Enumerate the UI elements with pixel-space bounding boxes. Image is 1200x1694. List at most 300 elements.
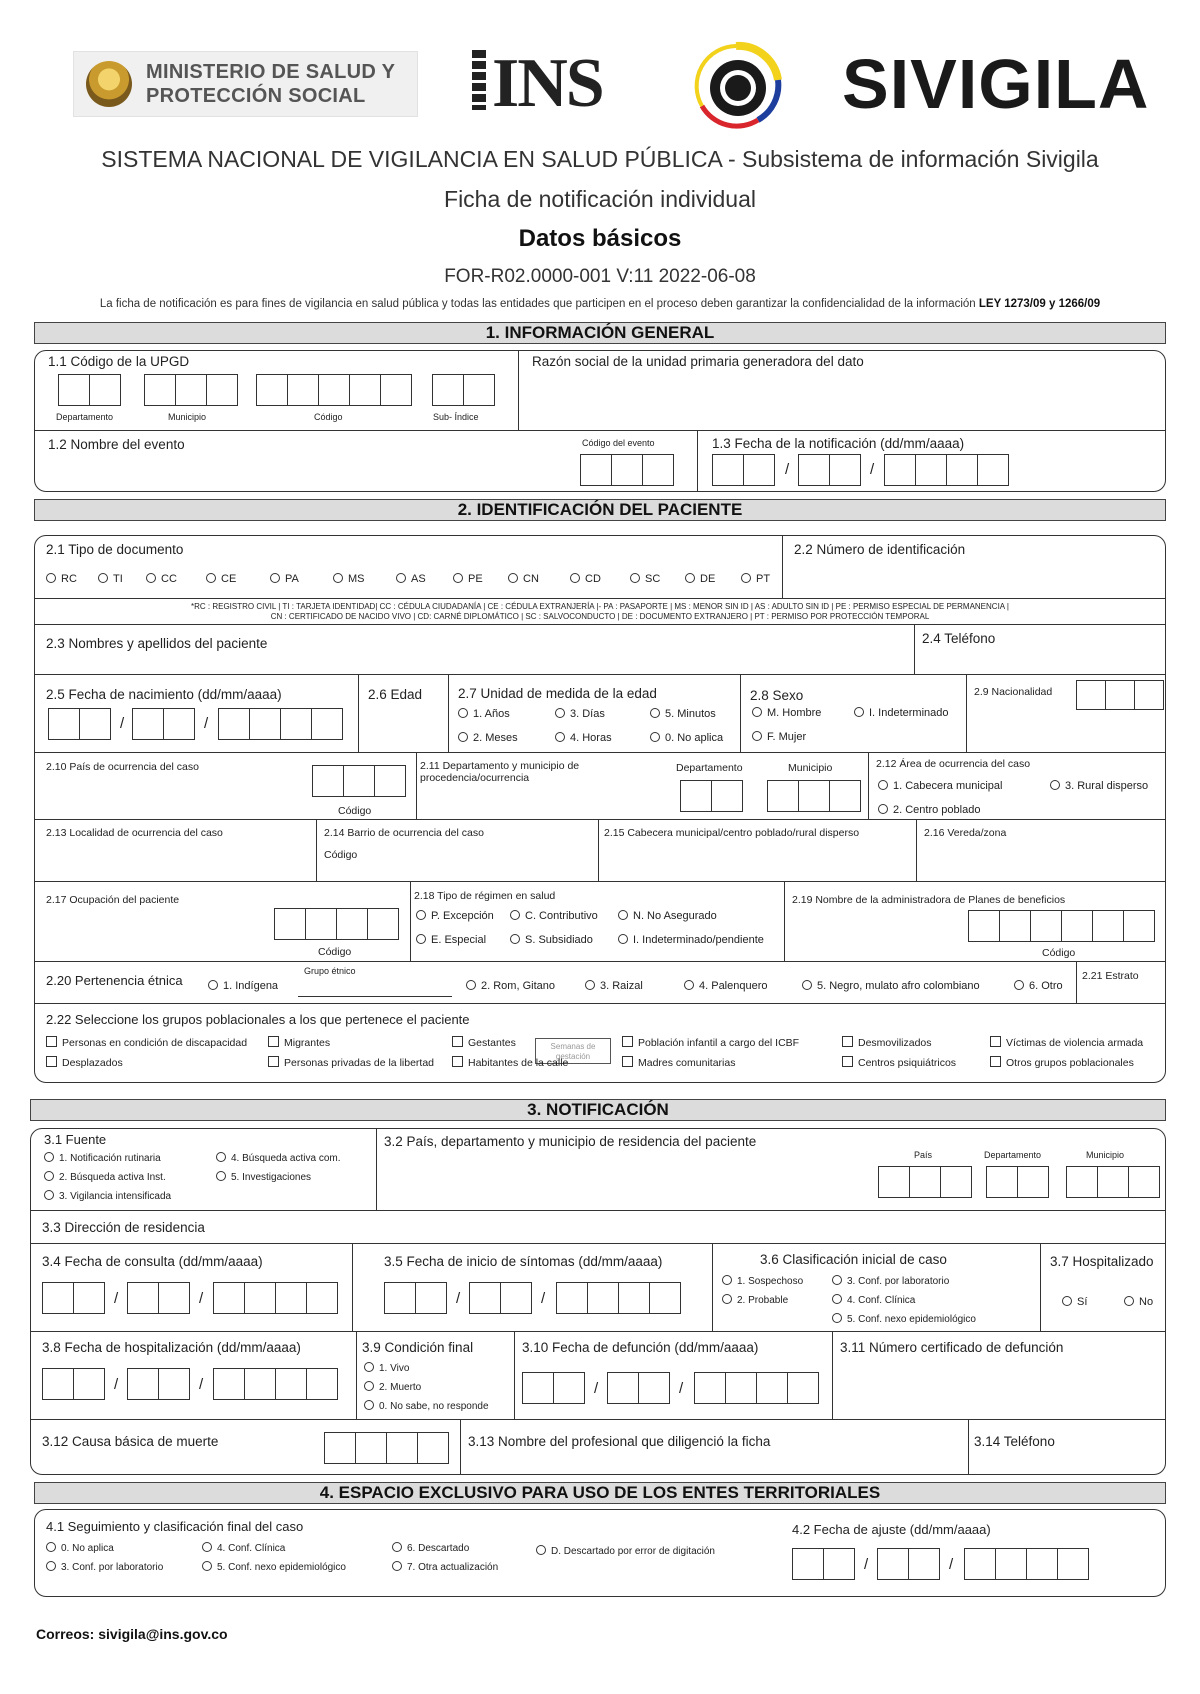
option-label: D. Descartado por error de digitación: [551, 1546, 715, 1557]
depmun-departamento-cells[interactable]: [680, 780, 742, 812]
header-title: Datos básicos: [518, 225, 682, 252]
hospitalizado-no[interactable]: [1124, 1296, 1153, 1309]
grupo-otros[interactable]: [990, 1056, 1134, 1070]
divider: [598, 819, 599, 881]
option-label: 3. Vigilancia intensificada: [59, 1191, 172, 1202]
grupo-gestantes[interactable]: [452, 1036, 516, 1050]
checkbox-label: Personas privadas de la libertad: [284, 1057, 435, 1069]
ajuste-day[interactable]: [792, 1548, 854, 1580]
residencia-label: 3.2 País, departamento y municipio de residencia del paciente: [384, 1134, 757, 1149]
doc-option-label: RC: [61, 573, 77, 585]
doc-option-as[interactable]: [396, 573, 426, 586]
option-label: 2. Rom, Gitano: [481, 980, 555, 992]
option-label: 4. Búsqueda activa com.: [231, 1153, 341, 1164]
disclaimer-law: LEY 1273/09 y 1266/09: [978, 298, 1101, 310]
causa-muerte-label: 3.12 Causa básica de muerte: [42, 1434, 219, 1449]
divider: [460, 1419, 461, 1475]
defuncion-label: 3.10 Fecha de defunción (dd/mm/aaaa): [522, 1340, 759, 1355]
condicion-vivo[interactable]: [364, 1362, 409, 1375]
seguimiento-descartado[interactable]: [392, 1542, 469, 1555]
seguimiento-laboratorio[interactable]: [46, 1561, 163, 1574]
divider: [34, 961, 1166, 962]
codigo-evento-caption: Código del evento: [582, 438, 655, 448]
etnia-raizal[interactable]: [585, 980, 643, 993]
localidad-label: 2.13 Localidad de ocurrencia del caso: [46, 827, 223, 839]
doc-option-cn[interactable]: [508, 573, 539, 586]
divider: [34, 674, 1166, 675]
municipio-caption: Municipio: [168, 412, 207, 422]
option-label: 0. No aplica: [61, 1543, 114, 1554]
inicio-month[interactable]: [469, 1282, 531, 1314]
etnia-otro[interactable]: [1014, 980, 1063, 993]
nacimiento-label: 2.5 Fecha de nacimiento (dd/mm/aaaa): [46, 687, 282, 702]
nacimiento-month[interactable]: [132, 708, 194, 740]
residencia-pais-cells[interactable]: [878, 1166, 971, 1198]
sivigila-logo-text: SIVIGILA: [842, 45, 1150, 123]
fuente-investigaciones[interactable]: [216, 1171, 311, 1184]
administradora-cells[interactable]: [968, 910, 1153, 942]
unidad-minutos[interactable]: [650, 708, 716, 721]
departamento-caption: Departamento: [984, 1150, 1042, 1160]
grupo-privados-libertad[interactable]: [268, 1056, 434, 1070]
header-form-name: Ficha de notificación individual: [444, 186, 756, 212]
razon-social-label: Razón social de la unidad primaria generadora del dato: [532, 354, 864, 369]
divider: [30, 1419, 1166, 1420]
option-label: C. Contributivo: [525, 910, 598, 922]
divider: [356, 1331, 357, 1419]
pais-ocurrencia-cells[interactable]: [312, 765, 405, 797]
doc-option-cd[interactable]: [570, 573, 601, 586]
doc-legend-2: CN : CERTIFICADO DE NACIDO VIVO | CD: CARNÉ DIPLOMÁTICO | SC : SALVOCONDUCTO | DE : DOCUMENTO EXTRANJERO | PT : PERMISO POR PROTECCIÓN TEMPORAL: [270, 612, 930, 621]
fecha-notif-month[interactable]: [798, 454, 860, 486]
grupo-etnico-line[interactable]: [298, 996, 452, 997]
checkbox-label: Población infantil a cargo del ICBF: [638, 1037, 800, 1049]
seguimiento-error-digitacion[interactable]: [536, 1545, 715, 1558]
divider: [868, 752, 869, 819]
clase-laboratorio[interactable]: [832, 1275, 949, 1288]
divider: [34, 624, 1166, 625]
divider: [358, 674, 359, 752]
option-label: 1. Notificación rutinaria: [59, 1153, 161, 1164]
nombres-label: 2.3 Nombres y apellidos del paciente: [46, 636, 268, 651]
option-label: 2. Muerto: [379, 1382, 422, 1393]
option-label: P. Excepción: [431, 910, 494, 922]
divider: [34, 430, 1166, 431]
regimen-no-asegurado[interactable]: [618, 910, 717, 923]
option-label: I. Indeterminado: [869, 707, 949, 719]
divider: [832, 1331, 833, 1419]
sexo-mujer[interactable]: [752, 731, 806, 744]
divider: [30, 1243, 1166, 1244]
departamento-caption: Departamento: [56, 412, 114, 422]
sivigila-eye-icon: [688, 40, 784, 130]
etnia-indigena[interactable]: [208, 980, 278, 993]
checkbox-label: Personas en condición de discapacidad: [62, 1037, 248, 1049]
option-label: F. Mujer: [767, 731, 807, 743]
option-label: 2. Centro poblado: [893, 804, 981, 816]
unidad-horas[interactable]: [555, 732, 612, 745]
consulta-day[interactable]: [42, 1282, 104, 1314]
fecha-notif-day[interactable]: [712, 454, 774, 486]
area-rural[interactable]: [1050, 780, 1148, 793]
option-label: 1. Años: [473, 708, 510, 720]
header-system: SISTEMA NACIONAL DE VIGILANCIA EN SALUD PÚBLICA - Subsistema de información Sivigila: [101, 146, 1099, 172]
regimen-subsidiado[interactable]: [510, 934, 593, 947]
section-2-header: 2. IDENTIFICACIÓN DEL PACIENTE: [34, 499, 1166, 521]
slash: /: [949, 1556, 954, 1573]
regimen-indeterminado[interactable]: [618, 934, 764, 947]
coat-of-arms-icon: [86, 61, 132, 107]
option-label: 5. Minutos: [665, 708, 716, 720]
option-label: 5. Conf. nexo epidemiológico: [217, 1562, 346, 1573]
sexo-hombre[interactable]: [752, 707, 821, 720]
ministerio-logo-text: MINISTERIO DE SALUD Y PROTECCIÓN SOCIAL: [146, 61, 395, 107]
grupo-victimas[interactable]: [990, 1036, 1143, 1050]
divider: [514, 1331, 515, 1419]
option-label: 3. Días: [570, 708, 605, 720]
option-label: 6. Descartado: [407, 1543, 470, 1554]
option-label: 1. Vivo: [379, 1363, 410, 1374]
option-label: 1. Sospechoso: [737, 1276, 804, 1287]
divider: [30, 1331, 1166, 1332]
doc-option-label: SC: [645, 573, 661, 585]
regimen-contributivo[interactable]: [510, 910, 598, 923]
doc-option-cc[interactable]: [146, 573, 177, 586]
checkbox-label: Habitantes de la calle: [468, 1057, 569, 1069]
depmun-label: 2.11 Departamento y municipio de procedencia/ocurrencia: [420, 760, 580, 784]
ocupacion-codigo-caption: Código: [318, 946, 352, 958]
depmun-municipio-cells[interactable]: [767, 780, 860, 812]
option-label: 5. Investigaciones: [231, 1172, 312, 1183]
option-label: 4. Palenquero: [699, 980, 768, 992]
area-centro-poblado[interactable]: [878, 804, 980, 817]
unidad-meses[interactable]: [458, 732, 518, 745]
ins-logo: [472, 45, 603, 122]
vereda-label: 2.16 Vereda/zona: [924, 827, 1007, 839]
option-label: 5. Negro, mulato afro colombiano: [817, 980, 980, 992]
nacimiento-day[interactable]: [48, 708, 110, 740]
doc-option-pe[interactable]: [453, 573, 483, 586]
edad-label: 2.6 Edad: [368, 687, 423, 702]
slash: /: [541, 1290, 546, 1307]
sexo-label: 2.8 Sexo: [750, 688, 804, 703]
residencia-departamento-cells[interactable]: [986, 1166, 1048, 1198]
pais-caption: País: [914, 1150, 933, 1160]
ins-bars-icon: [472, 50, 486, 110]
option-label: 5. Conf. nexo epidemiológico: [847, 1314, 976, 1325]
divider: [916, 819, 917, 881]
barrio-label: 2.14 Barrio de ocurrencia del caso: [324, 827, 484, 839]
divider: [740, 674, 741, 752]
slash: /: [120, 715, 125, 732]
unidad-dias[interactable]: [555, 708, 605, 721]
divider: [697, 430, 698, 492]
doc-option-label: DE: [700, 573, 716, 585]
divider: [352, 1243, 353, 1331]
fuente-vigilancia[interactable]: [44, 1190, 171, 1203]
option-label: 2. Probable: [737, 1295, 789, 1306]
regimen-label: 2.18 Tipo de régimen en salud: [414, 890, 556, 902]
certificado-defuncion-label: 3.11 Número certificado de defunción: [840, 1340, 1064, 1355]
telefono-label: 2.4 Teléfono: [922, 631, 996, 646]
doc-option-rc[interactable]: [46, 573, 77, 586]
section-1-header: 1. INFORMACIÓN GENERAL: [34, 322, 1166, 344]
codigo-caption: Código: [338, 805, 372, 817]
seguimiento-clinica[interactable]: [202, 1542, 285, 1555]
estrato-label: 2.21 Estrato: [1082, 970, 1139, 982]
checkbox-label: Desplazados: [62, 1057, 123, 1069]
ocupacion-cells[interactable]: [274, 908, 398, 940]
hospitalizado-si[interactable]: [1062, 1296, 1087, 1309]
divider: [34, 598, 1166, 599]
clase-sospechoso[interactable]: [722, 1275, 803, 1288]
grupo-desmovilizados[interactable]: [842, 1036, 932, 1050]
upgd-label: 1.1 Código de la UPGD: [48, 354, 190, 369]
divider: [784, 881, 785, 961]
doc-option-label: PA: [285, 573, 299, 585]
condicion-no-sabe[interactable]: [364, 1400, 489, 1413]
divider: [34, 1003, 1166, 1004]
grupo-discapacidad[interactable]: [46, 1036, 247, 1050]
grupo-migrantes[interactable]: [268, 1036, 330, 1050]
seguimiento-label: 4.1 Seguimiento y clasificación final del caso: [46, 1519, 304, 1534]
doc-option-ce[interactable]: [206, 573, 236, 586]
nacimiento-year[interactable]: [218, 708, 342, 740]
seguimiento-no-aplica[interactable]: [46, 1542, 114, 1555]
doc-option-de[interactable]: [685, 573, 715, 586]
grupo-desplazados[interactable]: [46, 1056, 123, 1070]
option-label: No: [1139, 1296, 1154, 1308]
regimen-especial[interactable]: [416, 934, 486, 947]
municipio-caption: Municipio: [788, 762, 833, 774]
unidad-edad-label: 2.7 Unidad de medida de la edad: [458, 686, 657, 701]
section-4-header: 4. ESPACIO EXCLUSIVO PARA USO DE LOS ENTES TERRITORIALES: [34, 1482, 1166, 1504]
divider: [1040, 1243, 1041, 1331]
defuncion-year[interactable]: [694, 1372, 818, 1404]
defuncion-day[interactable]: [522, 1372, 584, 1404]
semanas-gestacion-field[interactable]: Semanas de gestación: [535, 1038, 611, 1064]
slash: /: [785, 461, 790, 478]
fecha-notificacion-label: 1.3 Fecha de la notificación (dd/mm/aaaa): [712, 436, 965, 451]
fuente-label: 3.1 Fuente: [44, 1132, 107, 1147]
disclaimer-text: La ficha de notificación es para fines de vigilancia en salud pública y todas las entidades que participen en el proceso deben garantizar la confidencialidad de la información: [99, 298, 976, 310]
divider: [914, 624, 915, 674]
option-label: I. Indeterminado/pendiente: [633, 934, 764, 946]
upgd-codigo-cells[interactable]: [256, 374, 411, 406]
doc-option-ms[interactable]: [333, 573, 365, 586]
seguimiento-otra[interactable]: [392, 1561, 498, 1574]
divider: [34, 752, 1166, 753]
ministerio-logo: [73, 51, 418, 117]
doc-option-label: CN: [523, 573, 539, 585]
option-label: 3. Rural disperso: [1065, 780, 1149, 792]
divider: [34, 819, 1166, 820]
doc-option-sc[interactable]: [630, 573, 660, 586]
divider: [712, 1243, 713, 1331]
slash: /: [114, 1376, 119, 1393]
hosp-day[interactable]: [42, 1368, 104, 1400]
administradora-label: 2.19 Nombre de la administradora de Planes de beneficios: [792, 894, 1066, 906]
doc-option-label: PE: [468, 573, 483, 585]
nacionalidad-cells[interactable]: [1076, 680, 1163, 710]
option-label: N. No Asegurado: [633, 910, 717, 922]
slash: /: [199, 1290, 204, 1307]
tipo-documento-label: 2.1 Tipo de documento: [46, 542, 184, 557]
header-form-code: FOR-R02.0000-001 V:11 2022-06-08: [444, 266, 756, 287]
doc-option-label: CD: [585, 573, 601, 585]
option-label: 4. Conf. Clínica: [217, 1543, 286, 1554]
section-3-header: 3. NOTIFICACIÓN: [30, 1099, 1166, 1121]
fecha-hospitalizacion-label: 3.8 Fecha de hospitalización (dd/mm/aaaa): [42, 1340, 301, 1355]
slash: /: [870, 461, 875, 478]
doc-option-ti[interactable]: [98, 573, 123, 586]
regimen-excepcion[interactable]: [416, 910, 494, 923]
option-label: M. Hombre: [767, 707, 822, 719]
option-label: E. Especial: [431, 934, 487, 946]
etnia-rom[interactable]: [466, 980, 555, 993]
condicion-muerto[interactable]: [364, 1381, 421, 1394]
option-label: 4. Horas: [570, 732, 612, 744]
footer-email: Correos: sivigila@ins.gov.co: [36, 1626, 228, 1642]
condicion-final-label: 3.9 Condición final: [362, 1340, 474, 1355]
grupo-icbf[interactable]: [622, 1036, 799, 1050]
unidad-no-aplica[interactable]: [650, 732, 723, 745]
slash: /: [114, 1290, 119, 1307]
codigo-caption: Código: [314, 412, 343, 422]
inicio-sintomas-label: 3.5 Fecha de inicio de síntomas (dd/mm/aaaa): [384, 1254, 663, 1269]
consulta-label: 3.4 Fecha de consulta (dd/mm/aaaa): [42, 1254, 263, 1269]
barrio-codigo-caption: Código: [324, 849, 358, 861]
upgd-departamento-cells[interactable]: [58, 374, 120, 406]
subindice-caption: Sub- Índice: [433, 412, 479, 422]
checkbox-label: Víctimas de violencia armada: [1006, 1037, 1144, 1049]
checkbox-label: Desmovilizados: [858, 1037, 932, 1049]
option-label: 3. Raizal: [600, 980, 643, 992]
clasificacion-label: 3.6 Clasificación inicial de caso: [760, 1252, 947, 1267]
municipio-caption: Municipio: [1086, 1150, 1125, 1160]
seguimiento-nexo[interactable]: [202, 1561, 346, 1574]
clase-clinica[interactable]: [832, 1294, 915, 1307]
ajuste-month[interactable]: [877, 1548, 939, 1580]
residencia-municipio-cells[interactable]: [1066, 1166, 1159, 1198]
grupos-label: 2.22 Seleccione los grupos poblacionales a los que pertenece el paciente: [46, 1012, 470, 1027]
divider: [782, 535, 783, 598]
evento-label: 1.2 Nombre del evento: [48, 437, 185, 452]
divider: [1076, 961, 1077, 1003]
direccion-label: 3.3 Dirección de residencia: [42, 1220, 205, 1235]
numero-identificacion-label: 2.2 Número de identificación: [794, 542, 966, 557]
divider: [966, 674, 967, 752]
option-label: 3. Conf. por laboratorio: [61, 1562, 164, 1573]
checkbox-label: Migrantes: [284, 1037, 331, 1049]
divider: [968, 1419, 969, 1475]
administradora-codigo-caption: Código: [1042, 947, 1076, 959]
consulta-month[interactable]: [127, 1282, 189, 1314]
divider: [34, 881, 1166, 882]
option-label: Sí: [1077, 1296, 1088, 1308]
clase-probable[interactable]: [722, 1294, 788, 1307]
inicio-year[interactable]: [556, 1282, 680, 1314]
option-label: 2. Búsqueda activa Inst.: [59, 1172, 166, 1183]
fecha-ajuste-label: 4.2 Fecha de ajuste (dd/mm/aaaa): [792, 1522, 991, 1537]
slash: /: [864, 1556, 869, 1573]
clase-nexo[interactable]: [832, 1313, 976, 1326]
ajuste-year[interactable]: [964, 1548, 1088, 1580]
unidad-anos[interactable]: [458, 708, 510, 721]
cabecera-label: 2.15 Cabecera municipal/centro poblado/rural disperso: [604, 827, 860, 839]
consulta-year[interactable]: [213, 1282, 337, 1314]
doc-option-pt[interactable]: [741, 573, 770, 586]
doc-option-label: CE: [221, 573, 237, 585]
slash: /: [594, 1380, 599, 1397]
option-label: 1. Cabecera municipal: [893, 780, 1003, 792]
fuente-busqueda-inst[interactable]: [44, 1171, 166, 1184]
option-label: 6. Otro: [1029, 980, 1063, 992]
profesional-label: 3.13 Nombre del profesional que diligenció la ficha: [468, 1434, 771, 1449]
fuente-busqueda-com[interactable]: [216, 1152, 341, 1165]
hosp-year[interactable]: [213, 1368, 337, 1400]
upgd-subindice-cells[interactable]: [432, 374, 494, 406]
upgd-municipio-cells[interactable]: [144, 374, 237, 406]
option-label: S. Subsidiado: [525, 934, 593, 946]
option-label: 7. Otra actualización: [407, 1562, 499, 1573]
grupo-habitantes-calle[interactable]: [452, 1056, 568, 1070]
doc-legend-1: *RC : REGISTRO CIVIL | TI : TARJETA IDENTIDAD| CC : CÉDULA CIUDADANÍA | CE : CÉDULA EXTRANJERÍA |- PA : PASAPORTE | MS : MENOR SIN ID | AS : ADULTO SIN ID | PE : PERMISO ESPECIAL DE PERMANENCIA |: [191, 602, 1009, 611]
fecha-notif-year[interactable]: [884, 454, 1008, 486]
divider: [376, 1128, 377, 1210]
hosp-month[interactable]: [127, 1368, 189, 1400]
doc-option-pa[interactable]: [270, 573, 299, 586]
departamento-caption: Departamento: [676, 762, 743, 774]
codigo-evento-cells[interactable]: [580, 454, 673, 486]
fuente-rutinaria[interactable]: [44, 1152, 161, 1165]
slash: /: [204, 715, 209, 732]
option-label: 0. No aplica: [665, 732, 724, 744]
etnia-negro[interactable]: [802, 980, 980, 993]
grupo-centros-psiquiatricos[interactable]: [842, 1056, 956, 1070]
checkbox-label: Centros psiquiátricos: [858, 1057, 957, 1069]
etnia-palenquero[interactable]: [684, 980, 768, 993]
area-cabecera[interactable]: [878, 780, 1002, 793]
slash: /: [199, 1376, 204, 1393]
telefono-profesional-label: 3.14 Teléfono: [974, 1434, 1055, 1449]
checkbox-label: Madres comunitarias: [638, 1057, 736, 1069]
option-label: 1. Indígena: [223, 980, 279, 992]
ocupacion-label: 2.17 Ocupación del paciente: [46, 894, 180, 906]
inicio-day[interactable]: [384, 1282, 446, 1314]
divider: [316, 819, 317, 881]
pais-ocurrencia-label: 2.10 País de ocurrencia del caso: [46, 761, 199, 773]
sexo-indeterminado[interactable]: [854, 707, 949, 720]
disclaimer: [0, 298, 1200, 310]
slash: /: [679, 1380, 684, 1397]
divider: [518, 350, 519, 430]
divider: [30, 1210, 1166, 1211]
ins-logo-text: INS: [492, 45, 603, 122]
causa-muerte-cells[interactable]: [324, 1432, 448, 1464]
nacionalidad-label: 2.9 Nacionalidad: [974, 686, 1053, 698]
grupo-madres-comunitarias[interactable]: [622, 1056, 735, 1070]
doc-option-label: PT: [756, 573, 771, 585]
defuncion-month[interactable]: [607, 1372, 669, 1404]
option-label: 2. Meses: [473, 732, 518, 744]
option-label: 0. No sabe, no responde: [379, 1401, 489, 1412]
doc-option-label: MS: [348, 573, 365, 585]
doc-option-label: AS: [411, 573, 426, 585]
checkbox-label: Otros grupos poblacionales: [1006, 1057, 1134, 1069]
divider: [448, 674, 449, 752]
option-label: 4. Conf. Clínica: [847, 1295, 916, 1306]
